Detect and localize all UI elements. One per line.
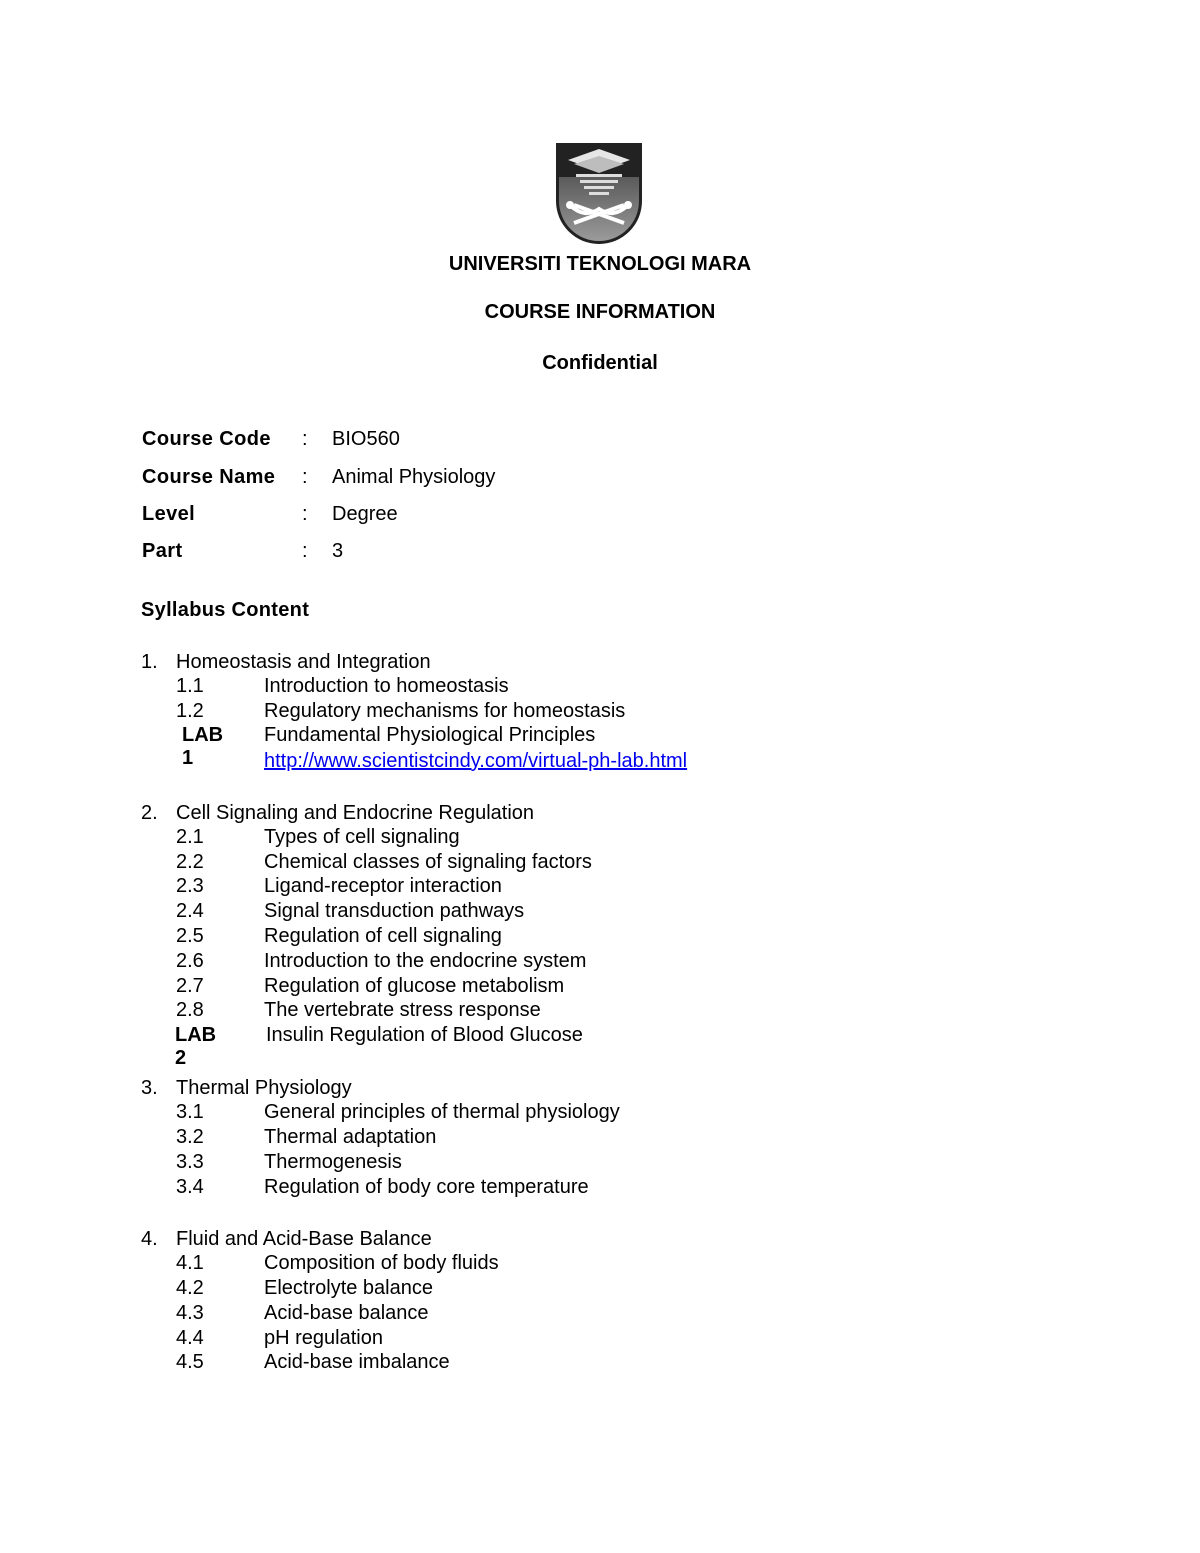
syllabus-heading: Syllabus Content (141, 599, 310, 621)
section-title-text: Homeostasis and Integration (176, 651, 431, 673)
topic-number: 4.5 (176, 1351, 204, 1373)
separator-colon: : (302, 540, 308, 562)
topic-text: Chemical classes of signaling factors (264, 851, 592, 873)
course-name-row (142, 466, 842, 492)
section-number: 3. (141, 1077, 158, 1099)
topic-number: 1.2 (176, 700, 204, 722)
lab-label: LAB 1 (182, 724, 224, 769)
course-code-row (142, 428, 842, 454)
topic-text: Regulation of body core temperature (264, 1176, 589, 1198)
level-label: Level (142, 503, 196, 525)
topic-number: 3.3 (176, 1151, 204, 1173)
course-name-value: Animal Physiology (332, 466, 496, 488)
topic-number: 2.6 (176, 950, 204, 972)
topic-text: Regulatory mechanisms for homeostasis (264, 700, 626, 722)
section-title (141, 1228, 432, 1251)
topic-number: 1.1 (176, 675, 204, 697)
topic-number: 2.8 (176, 999, 204, 1021)
course-name-label: Course Name (142, 466, 276, 488)
section-number: 1. (141, 651, 158, 673)
part-value: 3 (332, 540, 344, 562)
topic-text: Electrolyte balance (264, 1277, 433, 1299)
topic-text: pH regulation (264, 1327, 383, 1349)
classification-label: Confidential (542, 352, 658, 374)
section-title-text: Thermal Physiology (176, 1077, 352, 1099)
lab-link[interactable]: http://www.scientistcindy.com/virtual-ph-lab.html (264, 750, 688, 772)
section-title (141, 1077, 352, 1100)
topic-number: 4.1 (176, 1252, 204, 1274)
section-title (141, 651, 431, 674)
topic-number: 4.2 (176, 1277, 204, 1299)
topic-number: 2.4 (176, 900, 204, 922)
part-row (142, 540, 842, 566)
topic-text: Composition of body fluids (264, 1252, 499, 1274)
topic-number: 2.3 (176, 875, 204, 897)
topic-text: Acid-base imbalance (264, 1351, 450, 1373)
level-row (142, 503, 842, 529)
topic-text: Acid-base balance (264, 1302, 429, 1324)
topic-number: 2.5 (176, 925, 204, 947)
separator-colon: : (302, 466, 308, 488)
topic-text: Introduction to the endocrine system (264, 950, 587, 972)
topic-number: 2.1 (176, 826, 204, 848)
topic-number: 4.3 (176, 1302, 204, 1324)
separator-colon: : (302, 428, 308, 450)
topic-text: Signal transduction pathways (264, 900, 525, 922)
topic-number: 2.2 (176, 851, 204, 873)
lab-title: Fundamental Physiological Principles (264, 724, 596, 746)
topic-number: 2.7 (176, 975, 204, 997)
topic-text: Thermogenesis (264, 1151, 402, 1173)
topic-text: General principles of thermal physiology (264, 1101, 620, 1123)
topic-number: 4.4 (176, 1327, 204, 1349)
section-title (141, 802, 534, 825)
separator-colon: : (302, 503, 308, 525)
level-value: Degree (332, 503, 398, 525)
topic-text: Regulation of cell signaling (264, 925, 502, 947)
section-number: 2. (141, 802, 158, 824)
topic-text: Regulation of glucose metabolism (264, 975, 565, 997)
lab-title: Insulin Regulation of Blood Glucose (266, 1024, 583, 1046)
topic-text: Types of cell signaling (264, 826, 460, 848)
section-title-text: Fluid and Acid-Base Balance (176, 1228, 432, 1250)
topic-text: The vertebrate stress response (264, 999, 541, 1021)
topic-number: 3.2 (176, 1126, 204, 1148)
topic-text: Ligand-receptor interaction (264, 875, 502, 897)
course-code-label: Course Code (142, 428, 271, 450)
topic-text: Thermal adaptation (264, 1126, 437, 1148)
topic-text: Introduction to homeostasis (264, 675, 509, 697)
course-code-value: BIO560 (332, 428, 400, 450)
lab-label: LAB 2 (175, 1024, 217, 1069)
section-number: 4. (141, 1228, 158, 1250)
university-name: UNIVERSITI TEKNOLOGI MARA (448, 253, 752, 275)
part-label: Part (142, 540, 183, 562)
topic-number: 3.4 (176, 1176, 204, 1198)
topic-number: 3.1 (176, 1101, 204, 1123)
university-logo (556, 143, 642, 245)
document-title: COURSE INFORMATION (484, 301, 716, 323)
section-title-text: Cell Signaling and Endocrine Regulation (176, 802, 535, 824)
